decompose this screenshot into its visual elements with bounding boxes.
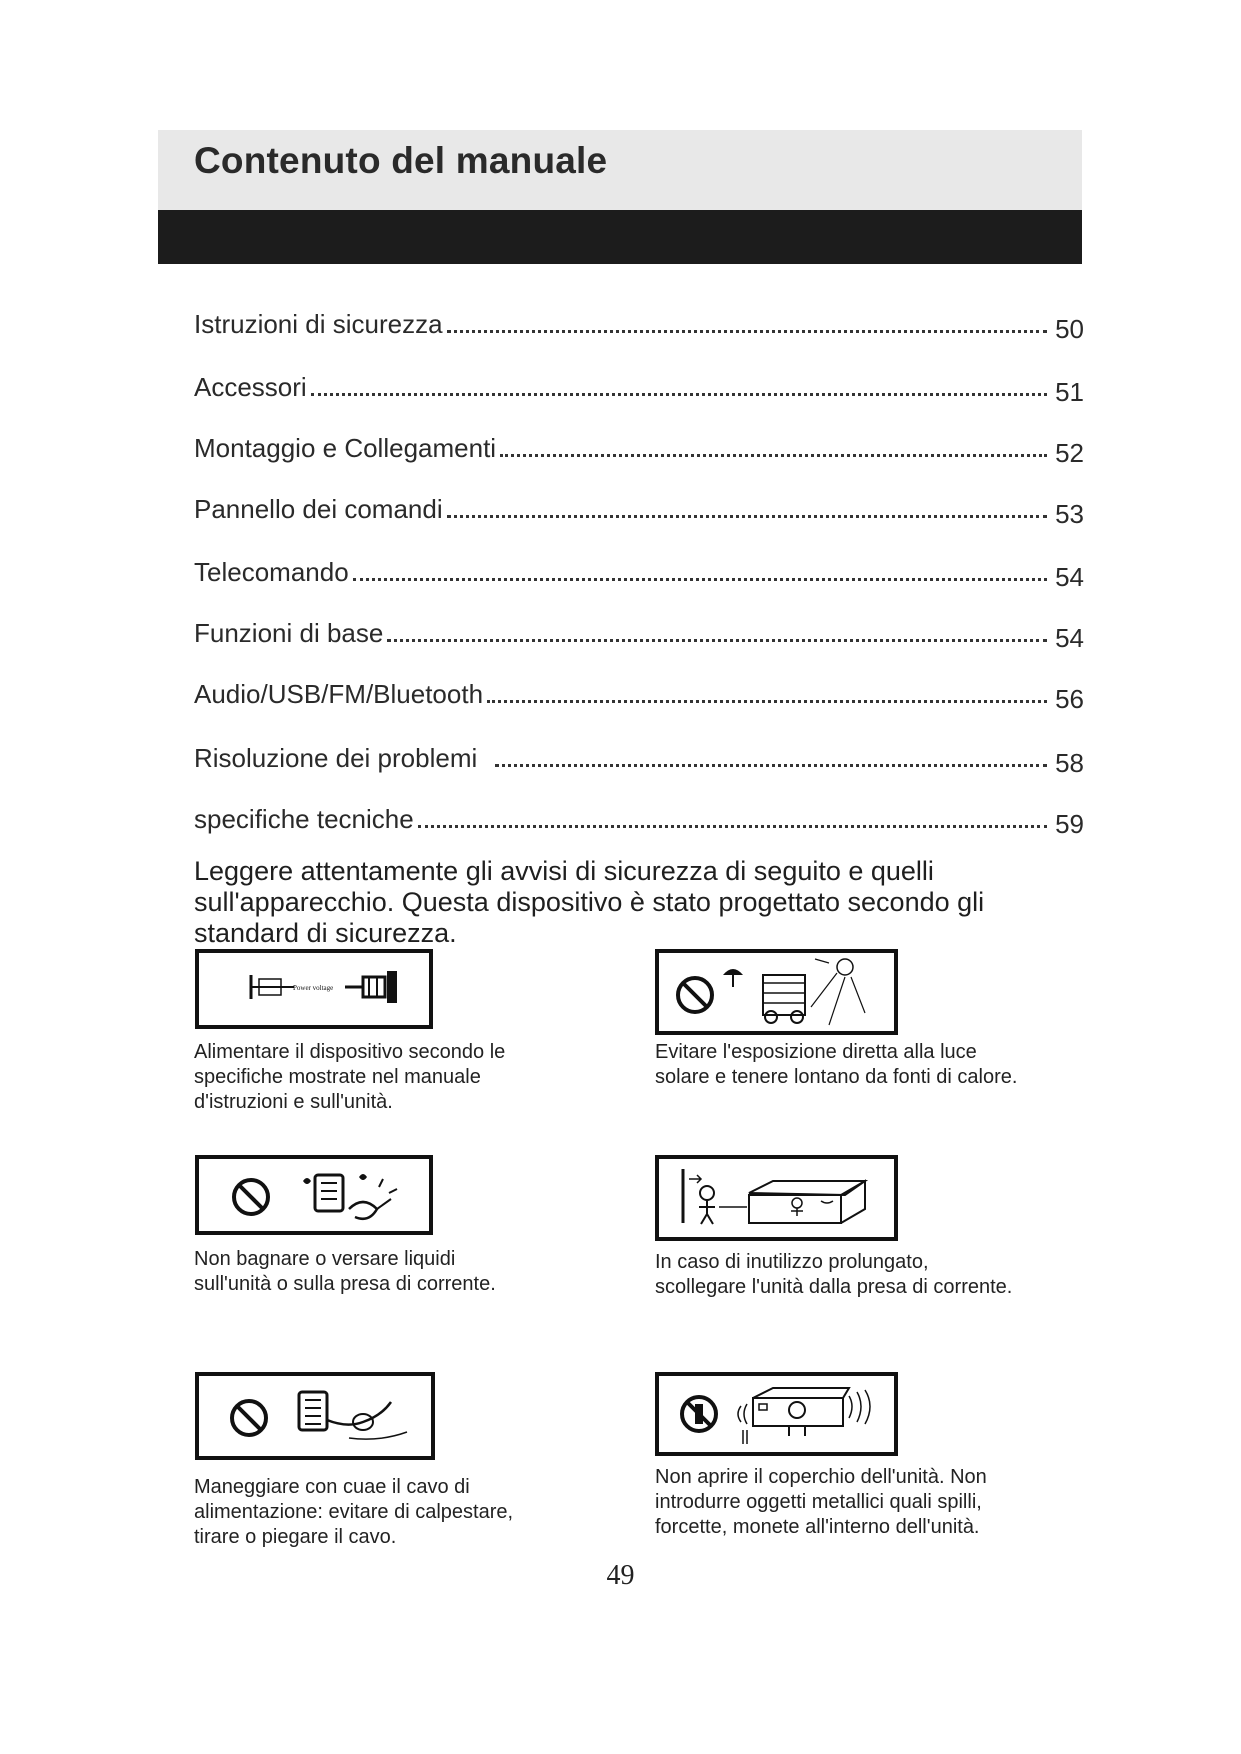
toc-page-number: 52 bbox=[1055, 438, 1084, 468]
warning-caption-cord bbox=[194, 1475, 513, 1550]
page-number: 49 bbox=[606, 1560, 635, 1591]
toc-leader-dots bbox=[487, 700, 1047, 703]
toc-leader-dots bbox=[418, 825, 1047, 828]
caption-line: scollegare l'unità dalla presa di corrente. bbox=[655, 1276, 1013, 1298]
caption-line: Alimentare il dispositivo secondo le bbox=[194, 1041, 506, 1063]
toc-entry-troubleshooting[interactable] bbox=[194, 734, 1084, 778]
intro-line: standard di sicurezza. bbox=[194, 918, 457, 948]
caption-line: Maneggiare con cuae il cavo di bbox=[194, 1476, 470, 1498]
toc-label: Pannello dei comandi bbox=[194, 494, 443, 524]
intro-line: Leggere attentamente gli avvisi di sicurezza di seguito e quelli bbox=[194, 856, 934, 886]
toc-label: Telecomando bbox=[194, 557, 349, 587]
toc-page-number: 58 bbox=[1055, 748, 1084, 778]
caption-line: Non bagnare o versare liquidi bbox=[194, 1248, 456, 1270]
caption-line: solare e tenere lontano da fonti di calore. bbox=[655, 1066, 1018, 1088]
toc-page-number: 56 bbox=[1055, 684, 1084, 714]
toc-page-number: 54 bbox=[1055, 623, 1084, 653]
toc-entry-accessories[interactable] bbox=[194, 363, 1084, 407]
warning-caption-power bbox=[194, 1040, 505, 1115]
warning-caption-liquids bbox=[194, 1247, 496, 1297]
caption-line: In caso di inutilizzo prolungato, bbox=[655, 1251, 929, 1273]
toc-page-number: 59 bbox=[1055, 809, 1084, 839]
toc-leader-dots bbox=[447, 330, 1048, 333]
toc-entry-basic-functions[interactable] bbox=[194, 609, 1084, 653]
toc-leader-dots bbox=[500, 454, 1047, 457]
no-open-cover-icon bbox=[659, 1376, 894, 1452]
power-voltage-illustration bbox=[195, 949, 433, 1029]
safety-intro-paragraph bbox=[194, 856, 1074, 949]
toc-label: specifiche tecniche bbox=[194, 804, 414, 834]
intro-line: sull'apparecchio. Questa dispositivo è stato progettato secondo gli bbox=[194, 887, 985, 917]
toc-label: Montaggio e Collegamenti bbox=[194, 433, 497, 463]
power-voltage-label: Power voltage bbox=[293, 984, 334, 992]
toc-leader-dots bbox=[311, 393, 1047, 396]
toc-entry-specifications[interactable] bbox=[194, 795, 1084, 839]
toc-entry-safety[interactable] bbox=[194, 300, 1084, 344]
toc-entry-audio-usb[interactable] bbox=[194, 670, 1084, 714]
warning-caption-cover bbox=[655, 1465, 987, 1540]
caption-line: forcette, monete all'interno dell'unità. bbox=[655, 1516, 980, 1538]
toc-label: Funzioni di base bbox=[194, 618, 384, 648]
toc-entry-assembly[interactable] bbox=[194, 424, 1084, 468]
water-drop-icon bbox=[199, 1159, 429, 1231]
warning-caption-unplug bbox=[655, 1250, 1012, 1300]
warning-caption-sunlight bbox=[655, 1040, 1017, 1090]
toc-label: Audio/USB/FM/Bluetooth bbox=[194, 679, 484, 709]
toc-label: Istruzioni di sicurezza bbox=[194, 309, 443, 339]
page-title: Contenuto del manuale bbox=[194, 140, 608, 181]
caption-line: Non aprire il coperchio dell'unità. Non bbox=[655, 1466, 987, 1488]
caption-line: sull'unità o sulla presa di corrente. bbox=[194, 1273, 496, 1295]
open-cover-illustration bbox=[655, 1372, 898, 1456]
toc-leader-dots bbox=[387, 639, 1047, 642]
toc-leader-dots bbox=[495, 764, 1047, 767]
toc-leader-dots bbox=[353, 578, 1047, 581]
liquids-illustration bbox=[195, 1155, 433, 1235]
power-plug-icon bbox=[199, 953, 429, 1025]
power-cord-icon bbox=[199, 1376, 431, 1456]
caption-line: Evitare l'esposizione diretta alla luce bbox=[655, 1041, 977, 1063]
caption-line: d'istruzioni e sull'unità. bbox=[194, 1091, 393, 1113]
toc-page-number: 54 bbox=[1055, 562, 1084, 592]
toc-page-number: 53 bbox=[1055, 499, 1084, 529]
caption-line: tirare o piegare il cavo. bbox=[194, 1526, 397, 1548]
caption-line: alimentazione: evitare di calpestare, bbox=[194, 1501, 514, 1523]
toc-entry-control-panel[interactable] bbox=[194, 485, 1084, 529]
toc-label: Risoluzione dei problemi bbox=[194, 743, 478, 773]
sunlight-heat-illustration bbox=[655, 949, 898, 1035]
unplug-icon bbox=[659, 1159, 894, 1237]
sun-heat-icon bbox=[659, 953, 894, 1031]
toc-leader-dots bbox=[447, 515, 1047, 518]
caption-line: specifiche mostrate nel manuale bbox=[194, 1066, 481, 1088]
toc-entry-remote[interactable] bbox=[194, 548, 1084, 592]
caption-line: introdurre oggetti metallici quali spilli, bbox=[655, 1491, 982, 1513]
unplug-illustration bbox=[655, 1155, 898, 1241]
power-cord-illustration bbox=[195, 1372, 435, 1460]
toc-page-number: 50 bbox=[1055, 314, 1084, 344]
toc-label: Accessori bbox=[194, 372, 307, 402]
toc-page-number: 51 bbox=[1055, 377, 1084, 407]
header-band-dark bbox=[158, 210, 1082, 264]
